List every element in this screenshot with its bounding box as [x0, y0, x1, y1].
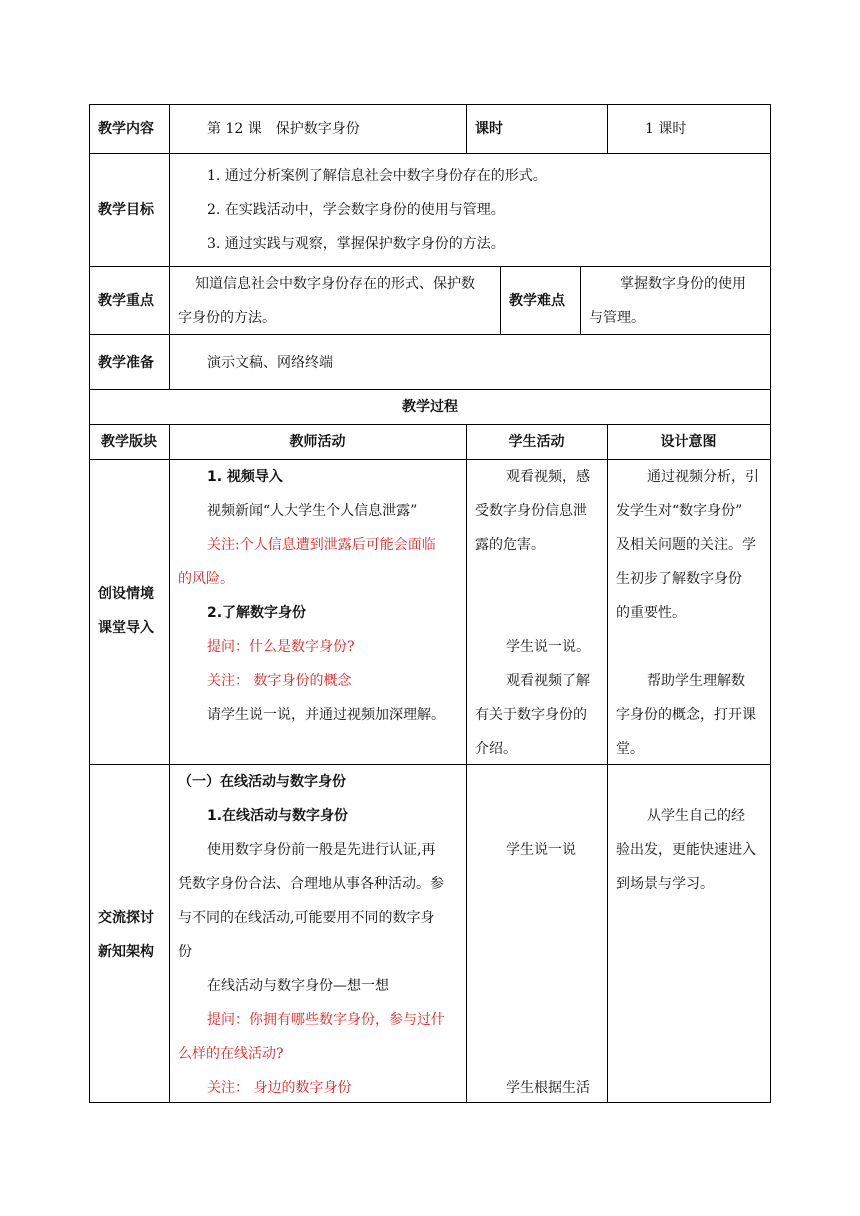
student-activity: 观看视频，感	[506, 469, 590, 485]
design-intent: 字身份的概念，打开课	[616, 707, 756, 723]
teacher-focus: 关注： 数字身份的概念	[207, 673, 352, 689]
design-intent: 通过视频分析，引	[647, 469, 759, 485]
table-rule	[89, 266, 771, 267]
teacher-heading: （一）在线活动与数字身份	[178, 774, 346, 790]
teacher-heading: 1.在线活动与数字身份	[207, 808, 349, 824]
table-rule	[580, 266, 581, 335]
section2-module-line: 新知架构	[98, 944, 154, 960]
table-rule	[89, 153, 771, 154]
design-intent: 从学生自己的经	[647, 808, 745, 824]
design-intent: 验出发，更能快速进入	[616, 842, 756, 858]
teacher-text: 与不同的在线活动,可能要用不同的数字身	[178, 910, 435, 926]
teacher-heading: 1. 视频导入	[207, 469, 283, 485]
design-intent: 堂。	[616, 741, 644, 757]
student-activity: 学生说一说。	[506, 639, 590, 655]
table-rule	[89, 764, 771, 765]
student-activity: 受数字身份信息泄	[475, 503, 587, 519]
table-rule	[89, 459, 771, 460]
design-intent: 生初步了解数字身份	[616, 571, 742, 587]
teacher-text: 视频新闻“人大学生个人信息泄露”	[207, 503, 418, 519]
goal-item: 2. 在实践活动中，学会数字身份的使用与管理。	[207, 202, 505, 218]
teacher-text: 在线活动与数字身份—想一想	[207, 978, 389, 994]
student-activity: 学生说一说	[506, 842, 576, 858]
section1-module-line: 创设情境	[98, 586, 154, 602]
section1-module-line: 课堂导入	[98, 620, 154, 636]
teacher-heading: 2.了解数字身份	[207, 605, 307, 621]
table-rule	[89, 334, 771, 335]
table-rule	[607, 424, 608, 1103]
student-activity: 露的危害。	[475, 537, 545, 553]
table-rule	[169, 104, 170, 390]
process-title: 教学过程	[402, 399, 458, 415]
period-value: 1 课时	[645, 121, 687, 137]
teacher-text: 份	[178, 944, 192, 960]
design-intent: 帮助学生理解数	[647, 673, 745, 689]
table-rule	[169, 424, 170, 1103]
period-label: 课时	[475, 121, 503, 137]
table-rule	[607, 104, 608, 154]
prep-value: 演示文稿、网络终端	[207, 355, 333, 371]
teacher-question: 么样的在线活动?	[178, 1046, 284, 1062]
col-header-module: 教学版块	[101, 434, 157, 450]
col-header-teacher: 教师活动	[289, 434, 346, 450]
design-intent: 到场景与学习。	[616, 876, 714, 892]
goal-item: 3. 通过实践与观察，掌握保护数字身份的方法。	[207, 236, 505, 252]
difficulty-text-line: 掌握数字身份的使用	[620, 276, 746, 292]
key-label: 教学重点	[98, 293, 154, 309]
table-rule	[770, 104, 771, 1103]
teacher-text: 凭数字身份合法、合理地从事各种活动。参	[178, 876, 444, 892]
col-header-design: 设计意图	[660, 434, 717, 450]
teacher-focus: 关注:个人信息遭到泄露后可能会面临	[207, 537, 436, 553]
difficulty-label: 教学难点	[509, 293, 565, 309]
table-rule	[89, 1102, 771, 1103]
table-rule	[89, 389, 771, 390]
student-activity: 观看视频了解	[506, 673, 590, 689]
teacher-question: 提问：你拥有哪些数字身份，参与过什	[207, 1012, 445, 1028]
goal-item: 1. 通过分析案例了解信息社会中数字身份存在的形式。	[207, 168, 547, 184]
difficulty-text-line: 与管理。	[589, 310, 645, 326]
section2-module-line: 交流探讨	[98, 910, 154, 926]
key-text-line: 知道信息社会中数字身份存在的形式、保护数	[195, 276, 475, 292]
student-activity: 有关于数字身份的	[475, 707, 587, 723]
teacher-text: 请学生说一说，并通过视频加深理解。	[207, 707, 445, 723]
content-label: 教学内容	[98, 121, 154, 137]
teacher-question: 提问：什么是数字身份?	[207, 639, 355, 655]
table-rule	[89, 424, 771, 425]
table-rule	[466, 104, 467, 154]
teacher-focus: 关注： 身边的数字身份	[207, 1080, 352, 1096]
table-rule	[466, 424, 467, 1103]
student-activity: 介绍。	[475, 741, 517, 757]
table-rule	[89, 104, 90, 1103]
key-text-line: 字身份的方法。	[178, 310, 276, 326]
design-intent: 及相关问题的关注。学	[616, 537, 756, 553]
teacher-text: 使用数字身份前一般是先进行认证,再	[207, 842, 436, 858]
goals-label: 教学目标	[98, 202, 154, 218]
lesson-title: 第 12 课 保护数字身份	[207, 121, 360, 137]
table-rule	[89, 104, 771, 105]
prep-label: 教学准备	[98, 355, 154, 371]
design-intent: 的重要性。	[616, 605, 686, 621]
col-header-student: 学生活动	[508, 434, 565, 450]
table-rule	[500, 266, 501, 335]
design-intent: 发学生对“数字身份”	[616, 503, 743, 519]
student-activity: 学生根据生活	[506, 1080, 590, 1096]
teacher-focus: 的风险。	[178, 571, 234, 587]
